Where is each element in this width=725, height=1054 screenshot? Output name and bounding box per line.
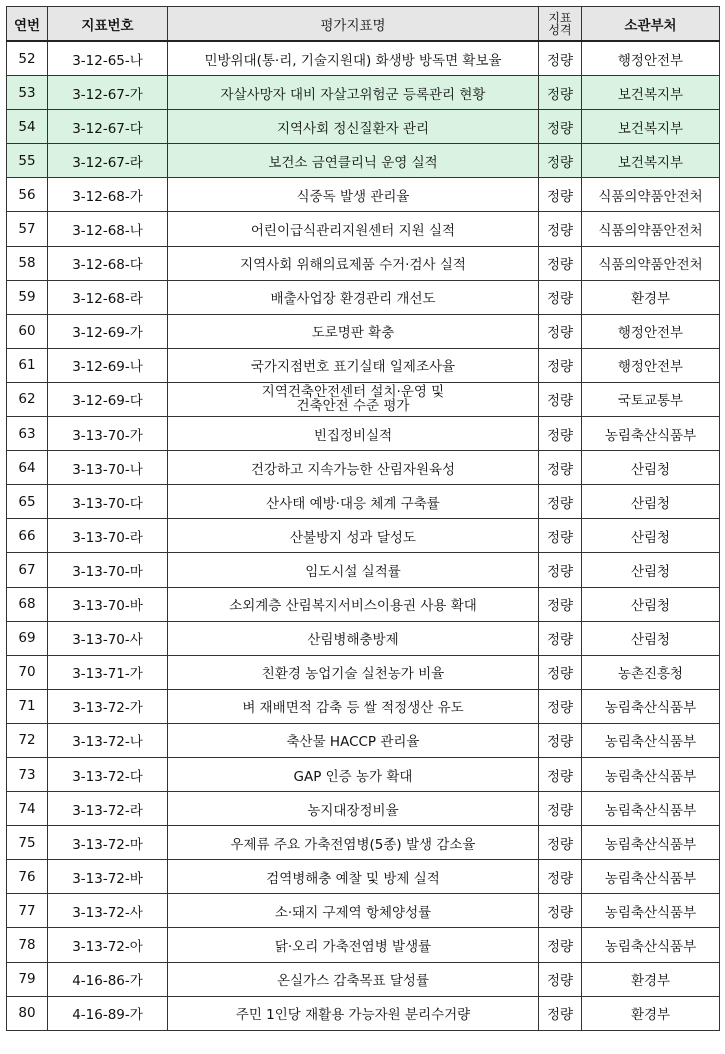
cell-code: 3-13-72-마	[48, 826, 168, 860]
cell-dept: 보건복지부	[582, 76, 720, 110]
cell-type: 정량	[539, 553, 582, 587]
table-body	[7, 41, 720, 1030]
cell-name: 산림병해충방제	[168, 621, 539, 655]
table-row	[7, 621, 720, 655]
cell-type: 정량	[539, 689, 582, 723]
cell-type: 정량	[539, 996, 582, 1030]
cell-code: 3-12-69-가	[48, 314, 168, 348]
cell-dept: 농림축산식품부	[582, 894, 720, 928]
cell-type: 정량	[539, 826, 582, 860]
cell-dept: 환경부	[582, 962, 720, 996]
cell-no: 66	[7, 519, 48, 553]
table-row	[7, 757, 720, 791]
cell-dept: 농림축산식품부	[582, 757, 720, 791]
cell-no: 56	[7, 178, 48, 212]
cell-dept: 농림축산식품부	[582, 792, 720, 826]
cell-name	[168, 382, 539, 416]
cell-no: 57	[7, 212, 48, 246]
cell-name-line: 지역건축안전센터 설치·운영 및	[261, 384, 445, 401]
table-row	[7, 212, 720, 246]
cell-type: 정량	[539, 792, 582, 826]
cell-name: 친환경 농업기술 실천농가 비율	[168, 655, 539, 689]
cell-type: 정량	[539, 519, 582, 553]
cell-no: 61	[7, 348, 48, 382]
cell-dept: 행정안전부	[582, 348, 720, 382]
cell-name: 축산물 HACCP 관리율	[168, 723, 539, 757]
cell-code: 3-13-70-가	[48, 417, 168, 451]
cell-no: 68	[7, 587, 48, 621]
cell-dept: 식품의약품안전처	[582, 178, 720, 212]
header-type-line1: 지표	[548, 10, 572, 25]
cell-dept: 산림청	[582, 451, 720, 485]
cell-code: 3-13-72-다	[48, 757, 168, 791]
cell-name: 배출사업장 환경관리 개선도	[168, 280, 539, 314]
cell-type: 정량	[539, 41, 582, 76]
cell-dept: 농림축산식품부	[582, 689, 720, 723]
cell-name: 지역사회 정신질환자 관리	[168, 110, 539, 144]
cell-code: 3-13-72-아	[48, 928, 168, 962]
cell-type: 정량	[539, 348, 582, 382]
cell-no: 76	[7, 860, 48, 894]
cell-no: 77	[7, 894, 48, 928]
header-type-line2: 성격	[548, 22, 572, 37]
cell-no: 60	[7, 314, 48, 348]
cell-name: 국가지점번호 표기실태 일제조사율	[168, 348, 539, 382]
cell-code: 3-12-67-가	[48, 76, 168, 110]
cell-code: 3-12-68-나	[48, 212, 168, 246]
cell-no: 58	[7, 246, 48, 280]
cell-name: 식중독 발생 관리율	[168, 178, 539, 212]
cell-name: GAP 인증 농가 확대	[168, 757, 539, 791]
cell-code: 3-13-70-라	[48, 519, 168, 553]
cell-code: 3-12-67-다	[48, 110, 168, 144]
header-dept: 소관부처	[582, 7, 720, 42]
cell-dept: 국토교통부	[582, 382, 720, 416]
cell-no: 75	[7, 826, 48, 860]
cell-no: 55	[7, 144, 48, 178]
cell-code: 3-13-72-나	[48, 723, 168, 757]
table-row	[7, 860, 720, 894]
cell-dept: 환경부	[582, 280, 720, 314]
cell-dept: 산림청	[582, 587, 720, 621]
cell-type: 정량	[539, 655, 582, 689]
header-code: 지표번호	[48, 7, 168, 42]
cell-no: 63	[7, 417, 48, 451]
table-row	[7, 280, 720, 314]
cell-name: 민방위대(통·리, 기술지원대) 화생방 방독면 확보율	[168, 41, 539, 76]
cell-no: 64	[7, 451, 48, 485]
table-row	[7, 382, 720, 416]
cell-dept: 농림축산식품부	[582, 723, 720, 757]
cell-dept: 행정안전부	[582, 41, 720, 76]
cell-name: 건강하고 지속가능한 산림자원육성	[168, 451, 539, 485]
cell-code: 3-12-67-라	[48, 144, 168, 178]
cell-type: 정량	[539, 587, 582, 621]
table-row	[7, 348, 720, 382]
cell-code: 3-13-72-바	[48, 860, 168, 894]
cell-dept: 산림청	[582, 519, 720, 553]
cell-type: 정량	[539, 280, 582, 314]
cell-name: 자살사망자 대비 자살고위험군 등록관리 현황	[168, 76, 539, 110]
indicator-table	[6, 6, 720, 1031]
cell-code: 4-16-86-가	[48, 962, 168, 996]
table-row	[7, 144, 720, 178]
table-row	[7, 723, 720, 757]
cell-dept: 농림축산식품부	[582, 826, 720, 860]
cell-dept: 식품의약품안전처	[582, 246, 720, 280]
cell-dept: 농촌진흥청	[582, 655, 720, 689]
table-row	[7, 689, 720, 723]
cell-code: 3-13-70-바	[48, 587, 168, 621]
cell-type: 정량	[539, 110, 582, 144]
cell-type: 정량	[539, 894, 582, 928]
cell-name: 닭·오리 가축전염병 발생률	[168, 928, 539, 962]
cell-code: 3-13-72-라	[48, 792, 168, 826]
cell-name: 농지대장정비율	[168, 792, 539, 826]
header-type	[539, 7, 582, 42]
cell-no: 78	[7, 928, 48, 962]
cell-dept: 농림축산식품부	[582, 417, 720, 451]
cell-name: 소·돼지 구제역 항체양성률	[168, 894, 539, 928]
cell-type: 정량	[539, 451, 582, 485]
cell-code: 3-12-68-라	[48, 280, 168, 314]
cell-dept: 농림축산식품부	[582, 860, 720, 894]
table-row	[7, 417, 720, 451]
cell-code: 3-13-70-사	[48, 621, 168, 655]
table-header	[7, 7, 720, 42]
table-row	[7, 792, 720, 826]
cell-type: 정량	[539, 723, 582, 757]
cell-code: 3-12-69-다	[48, 382, 168, 416]
table-row	[7, 485, 720, 519]
cell-no: 72	[7, 723, 48, 757]
cell-code: 3-12-65-나	[48, 41, 168, 76]
cell-dept: 산림청	[582, 621, 720, 655]
cell-type: 정량	[539, 246, 582, 280]
cell-name: 어린이급식관리지원센터 지원 실적	[168, 212, 539, 246]
table-row	[7, 553, 720, 587]
cell-name: 벼 재배면적 감축 등 쌀 적정생산 유도	[168, 689, 539, 723]
cell-dept: 농림축산식품부	[582, 928, 720, 962]
table-row	[7, 655, 720, 689]
cell-type: 정량	[539, 212, 582, 246]
cell-no: 67	[7, 553, 48, 587]
table-row	[7, 928, 720, 962]
cell-name: 소외계층 산림복지서비스이용권 사용 확대	[168, 587, 539, 621]
cell-no: 65	[7, 485, 48, 519]
cell-type: 정량	[539, 417, 582, 451]
table-row	[7, 41, 720, 76]
table-row	[7, 894, 720, 928]
cell-type: 정량	[539, 860, 582, 894]
cell-name: 검역병해충 예찰 및 방제 실적	[168, 860, 539, 894]
cell-no: 70	[7, 655, 48, 689]
cell-dept: 행정안전부	[582, 314, 720, 348]
cell-dept: 환경부	[582, 996, 720, 1030]
cell-no: 73	[7, 757, 48, 791]
cell-code: 3-13-72-사	[48, 894, 168, 928]
cell-code: 4-16-89-가	[48, 996, 168, 1030]
table-row	[7, 246, 720, 280]
cell-code: 3-12-68-다	[48, 246, 168, 280]
header-no: 연번	[7, 7, 48, 42]
cell-dept: 식품의약품안전처	[582, 212, 720, 246]
cell-no: 74	[7, 792, 48, 826]
cell-no: 80	[7, 996, 48, 1030]
cell-name: 빈집정비실적	[168, 417, 539, 451]
cell-no: 79	[7, 962, 48, 996]
cell-type: 정량	[539, 962, 582, 996]
header-row	[7, 7, 720, 42]
cell-no: 71	[7, 689, 48, 723]
cell-no: 54	[7, 110, 48, 144]
cell-name-line: 건축안전 수준 평가	[296, 398, 410, 415]
cell-code: 3-13-70-나	[48, 451, 168, 485]
cell-name: 임도시설 실적률	[168, 553, 539, 587]
cell-code: 3-13-70-다	[48, 485, 168, 519]
cell-type: 정량	[539, 757, 582, 791]
table-row	[7, 178, 720, 212]
cell-name: 산불방지 성과 달성도	[168, 519, 539, 553]
cell-name: 보건소 금연클리닉 운영 실적	[168, 144, 539, 178]
cell-name: 산사태 예방·대응 체계 구축률	[168, 485, 539, 519]
table-row	[7, 110, 720, 144]
cell-dept: 보건복지부	[582, 144, 720, 178]
table-row	[7, 996, 720, 1030]
cell-dept: 보건복지부	[582, 110, 720, 144]
document-page	[6, 6, 720, 1031]
cell-code: 3-13-70-마	[48, 553, 168, 587]
cell-dept: 산림청	[582, 553, 720, 587]
cell-type: 정량	[539, 928, 582, 962]
header-name: 평가지표명	[168, 7, 539, 42]
cell-code: 3-13-72-가	[48, 689, 168, 723]
cell-type: 정량	[539, 144, 582, 178]
table-row	[7, 76, 720, 110]
cell-code: 3-12-68-가	[48, 178, 168, 212]
cell-no: 52	[7, 41, 48, 76]
cell-code: 3-13-71-가	[48, 655, 168, 689]
cell-type: 정량	[539, 178, 582, 212]
cell-name: 도로명판 확충	[168, 314, 539, 348]
table-row	[7, 587, 720, 621]
cell-no: 59	[7, 280, 48, 314]
cell-name: 주민 1인당 재활용 가능자원 분리수거량	[168, 996, 539, 1030]
cell-type: 정량	[539, 314, 582, 348]
cell-name: 우제류 주요 가축전염병(5종) 발생 감소율	[168, 826, 539, 860]
table-row	[7, 451, 720, 485]
table-row	[7, 962, 720, 996]
table-row	[7, 519, 720, 553]
cell-type: 정량	[539, 485, 582, 519]
cell-name: 온실가스 감축목표 달성률	[168, 962, 539, 996]
cell-no: 69	[7, 621, 48, 655]
cell-code: 3-12-69-나	[48, 348, 168, 382]
table-row	[7, 314, 720, 348]
table-row	[7, 826, 720, 860]
cell-dept: 산림청	[582, 485, 720, 519]
cell-no: 62	[7, 382, 48, 416]
cell-no: 53	[7, 76, 48, 110]
cell-type: 정량	[539, 382, 582, 416]
cell-type: 정량	[539, 76, 582, 110]
cell-name: 지역사회 위해의료제품 수거·검사 실적	[168, 246, 539, 280]
cell-type: 정량	[539, 621, 582, 655]
